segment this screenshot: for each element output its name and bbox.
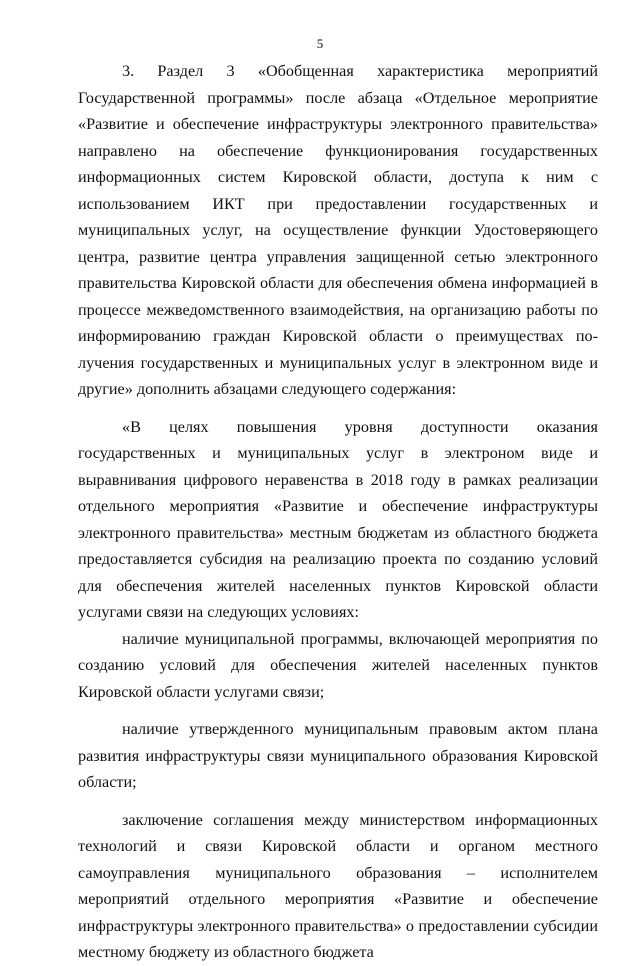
document-body: [78, 58, 598, 966]
paragraph-subsidy-purpose: «В целях повышения уровня доступности оказания государственных и муниципальных услуг в электроном виде и выравнивания цифрового неравенства в 2018 году в рамках реализации отдельного мероприятия «Развитие и обеспечение инфраструктуры электронного правительства» местным бюджетам из областного бюджета предоставляется субсидия на реализацию проекта по созданию условий для обеспечения жителей населенных пунктов Кировской области услугами связи на следующих условиях:: [78, 417, 598, 621]
paragraph-section-3-amendment: 3. Раздел 3 «Обобщенная характеристика мероприятий Государственной программы» после абзаца «Отдельное мероприятие «Развитие и обеспечение инфраструктуры электронного правительства» направлено на обеспечение функционирования государственных информационных систем Кировской области, доступа к ним с использованием ИКТ при предоставлении государственных и муниципальных услуг, на осуществление функции Удостоверяющего центра, развитие центра управления защищенной сетью электронного правительства Кировской области для обеспечения обмена информацией в процессе межведомственного взаимодействия, на организацию работы по информированию граждан Кировской области о преимуществах получения государственных и муниципальных услуг в электронном виде и другие» дополнить абзацами следующего содержания:: [78, 62, 598, 398]
paragraph-condition-municipal-program: наличие муниципальной программы, включающей мероприятия по созданию условий для обеспечения жителей населенных пунктов Кировской области услугами связи;: [78, 629, 598, 701]
paragraph-condition-agreement: заключение соглашения между министерством информационных технологий и связи Кировской области и органом местного самоуправления муниципального образования – исполнителем мероприятий отдельного мероприятия «Развитие и обеспечение инфраструктуры электронного правительства» о предоставлении субсидии местному бюджету из областного бюджета: [78, 810, 598, 961]
page-number: 5: [316, 36, 324, 51]
paragraph-condition-infrastructure-plan: наличие утвержденного муниципальным правовым актом плана развития инфраструктуры связи муниципального образования Кировской области;: [78, 720, 598, 791]
